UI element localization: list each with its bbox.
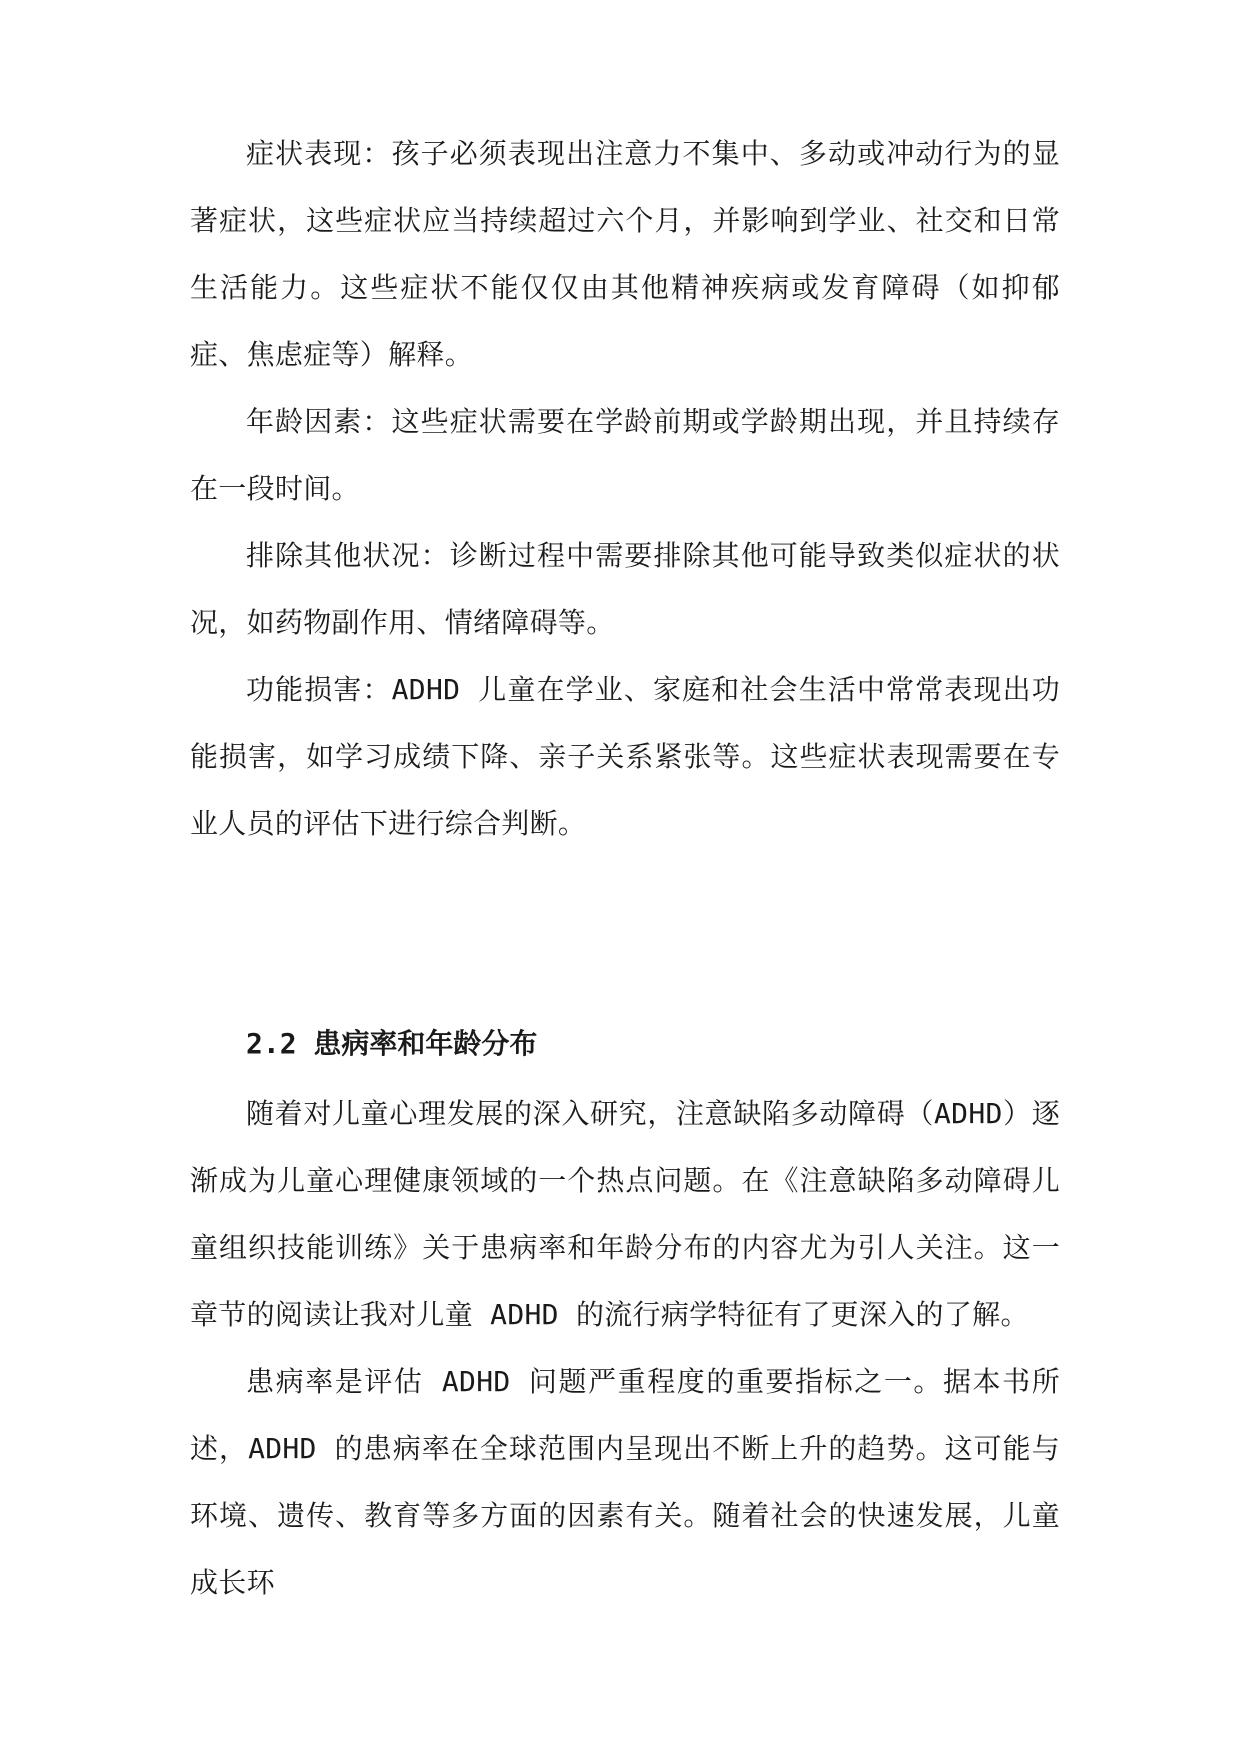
paragraph-exclude-other-conditions: 排除其他状况：诊断过程中需要排除其他可能导致类似症状的状况，如药物副作用、情绪障碍等。: [190, 539, 1060, 639]
paragraph-prevalence: 患病率是评估 ADHD 问题严重程度的重要指标之一。据本书所述，ADHD 的患病率在全球范围内呈现出不断上升的趋势。这可能与环境、遗传、教育等多方面的因素有关。随着社会的快速发展，儿童成长环: [190, 1365, 1060, 1599]
paragraph-functional-impairment: 功能损害：ADHD 儿童在学业、家庭和社会生活中常常表现出功能损害，如学习成绩下降、亲子关系紧张等。这些症状表现需要在专业人员的评估下进行综合判断。: [190, 673, 1060, 840]
paragraph-age-factor: 年龄因素：这些症状需要在学龄前期或学龄期出现，并且持续存在一段时间。: [190, 405, 1060, 505]
section-heading: 2.2 患病率和年龄分布: [246, 1027, 538, 1060]
paragraph-research-intro: 随着对儿童心理发展的深入研究，注意缺陷多动障碍（ADHD）逐渐成为儿童心理健康领域的一个热点问题。在《注意缺陷多动障碍儿童组织技能训练》关于患病率和年龄分布的内容尤为引人关注。这一章节的阅读让我对儿童 ADHD 的流行病学特征有了更深入的了解。: [190, 1097, 1060, 1331]
paragraph-symptoms: 症状表现：孩子必须表现出注意力不集中、多动或冲动行为的显著症状，这些症状应当持续超过六个月，并影响到学业、社交和日常生活能力。这些症状不能仅仅由其他精神疾病或发育障碍（如抑郁症、焦虑症等）解释。: [190, 137, 1060, 371]
